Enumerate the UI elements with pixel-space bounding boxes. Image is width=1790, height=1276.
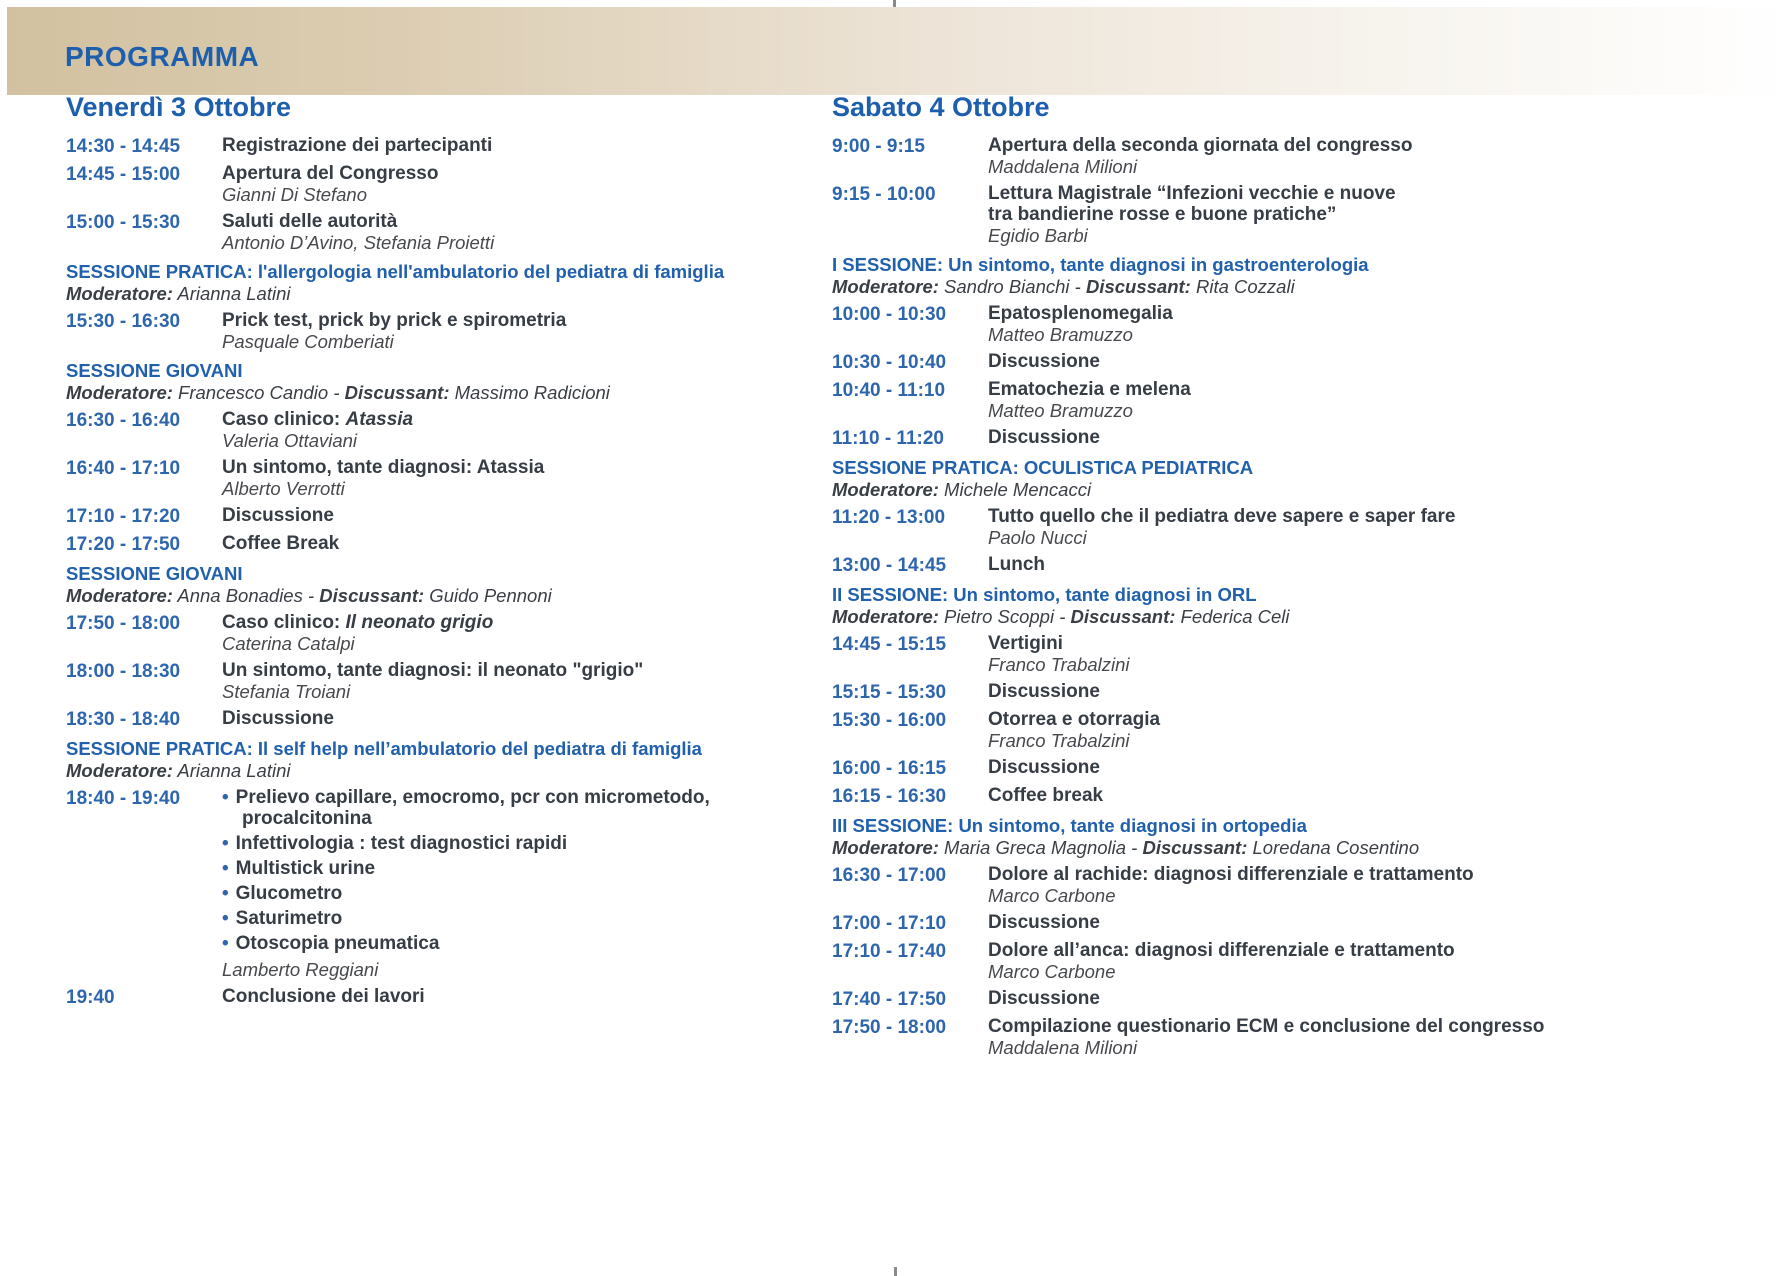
title-segment: Dolore al rachide: diagnosi differenziale e trattamento [988,864,1474,885]
title-segment: Ematochezia e melena [988,379,1191,400]
event-title [988,1016,1544,1037]
day-column-saturday [832,92,1762,1064]
event-time: 14:30 - 14:45 [66,136,181,157]
schedule-row [832,135,1762,177]
day-items [832,135,1762,1058]
speaker-name: Alberto Verrotti [222,478,345,499]
moderator-segment: Discussant: [1085,276,1191,297]
event-time: 17:10 - 17:20 [66,506,181,527]
event-title [988,757,1100,778]
session-title: SESSIONE GIOVANI [66,563,243,584]
event-title [988,785,1103,806]
event-details [988,633,1130,675]
schedule-row [832,988,1762,1010]
schedule-row [832,785,1762,807]
event-time: 9:15 - 10:00 [832,184,936,205]
event-title [988,912,1100,933]
schedule-row [66,660,814,702]
moderator-segment: Moderatore: [66,283,173,304]
event-title [988,554,1045,575]
session-title: III SESSIONE: Un sintomo, tante diagnosi in ortopedia [832,815,1307,836]
title-segment: Discussione [988,988,1100,1009]
event-time: 18:40 - 19:40 [66,788,181,809]
event-time: 11:20 - 13:00 [832,507,946,528]
title-segment: Coffee break [988,785,1104,806]
event-title [988,183,1396,204]
moderator-line [66,585,814,606]
moderator-segment: Maria Greca Magnolia - [938,837,1143,858]
session-block [66,563,814,606]
schedule-row [66,457,814,499]
event-title [222,505,334,526]
schedule-row [66,135,814,157]
event-title [988,303,1173,324]
event-time: 17:50 - 18:00 [66,613,181,634]
schedule-row [66,708,814,730]
event-details [988,757,1100,779]
schedule-row [832,427,1762,449]
event-title [222,135,492,156]
event-details [222,163,438,205]
bullet-item [222,933,757,954]
event-details [222,787,757,980]
title-segment: Coffee Break [222,533,340,554]
moderator-segment: Anna Bonadies - [172,585,320,606]
event-title [988,940,1455,961]
schedule-row [66,612,814,654]
header-band [7,7,1790,95]
moderator-segment: Moderatore: [66,382,173,403]
title-segment: Il neonato grigio [345,612,494,633]
speaker-name: Matteo Bramuzzo [988,324,1133,345]
speaker-name: Marco Carbone [988,885,1116,906]
moderator-segment: Moderatore: [832,479,939,500]
moderator-segment: Moderatore: [66,760,173,781]
moderator-segment: Rita Cozzali [1190,276,1295,297]
event-details [988,351,1100,373]
speaker-name: Antonio D’Avino, Stefania Proietti [222,232,495,253]
event-time: 15:15 - 15:30 [832,682,947,703]
moderator-segment: Discussant: [319,585,425,606]
event-time: 14:45 - 15:15 [832,634,947,655]
session-title: II SESSIONE: Un sintomo, tante diagnosi in ORL [832,584,1257,605]
moderator-line [832,606,1762,627]
title-segment: Otorrea e otorragia [988,709,1161,730]
event-time: 16:15 - 16:30 [832,786,947,807]
event-details [988,427,1100,449]
speaker-name: Stefania Troiani [222,681,351,702]
event-time: 9:00 - 9:15 [832,136,925,157]
moderator-line [832,276,1762,297]
event-time: 10:40 - 11:10 [832,380,946,401]
schedule-row [66,986,814,1008]
event-time: 16:40 - 17:10 [66,458,181,479]
bullet-icon: • [222,883,229,904]
event-details [988,940,1455,982]
title-segment: Lunch [988,554,1045,575]
moderator-segment: Arianna Latini [172,760,291,781]
event-title [988,864,1474,885]
title-segment: Un sintomo, tante diagnosi: Atassia [222,457,545,478]
title-segment: tra bandierine rosse e buone pratiche” [988,204,1337,225]
session-block [66,261,814,304]
event-title [988,633,1130,654]
title-segment: Atassia [345,409,414,430]
moderator-segment: Discussant: [1070,606,1176,627]
schedule-row [66,505,814,527]
bullet-icon: • [222,908,229,929]
speaker-name: Gianni Di Stefano [222,184,368,205]
bullet-icon: • [222,787,229,808]
event-title [988,204,1396,225]
event-time: 10:30 - 10:40 [832,352,947,373]
moderator-line [832,479,1762,500]
schedule-row [832,554,1762,576]
schedule-row [832,379,1762,421]
bullet-item [222,858,757,879]
schedule-row [832,709,1762,751]
schedule-row [832,506,1762,548]
bullet-text: Infettivologia : test diagnostici rapidi [235,833,568,854]
day-title: Sabato 4 Ottobre [832,92,1050,122]
event-details [222,612,493,654]
event-details [222,457,544,499]
event-details [222,310,566,352]
bullet-icon: • [222,858,229,879]
event-time: 16:30 - 16:40 [66,410,181,431]
moderator-segment: Sandro Bianchi - [938,276,1086,297]
event-time: 14:45 - 15:00 [66,164,181,185]
event-title [222,708,334,729]
bullet-item [222,883,757,904]
title-segment: Vertigini [988,633,1063,654]
schedule-row [832,303,1762,345]
title-segment: Registrazione dei partecipanti [222,135,493,156]
event-time: 19:40 [66,987,115,1008]
event-title [988,988,1100,1009]
schedule-row [66,533,814,555]
event-details [222,533,339,555]
session-block [832,584,1762,627]
day-column-friday [66,92,814,1014]
event-title [988,506,1455,527]
crop-mark-bottom-icon [894,1267,897,1276]
event-time: 17:10 - 17:40 [832,941,947,962]
schedule-row [832,940,1762,982]
title-segment: Discussione [988,757,1100,778]
event-title [988,379,1191,400]
moderator-segment: Discussant: [344,382,450,403]
event-details [988,135,1412,177]
session-block [832,254,1762,297]
moderator-segment: Guido Pennoni [424,585,552,606]
title-segment: Conclusione dei lavori [222,986,425,1007]
schedule-row [832,183,1762,246]
session-block [66,738,814,781]
title-segment: Discussione [988,427,1100,448]
event-title [988,351,1100,372]
bullet-item [222,833,757,854]
session-title: I SESSIONE: Un sintomo, tante diagnosi in gastroenterologia [832,254,1369,275]
event-title [988,681,1100,702]
session-title: SESSIONE PRATICA: l'allergologia nell'ambulatorio del pediatra di famiglia [66,261,725,282]
moderator-line [66,760,814,781]
day-title: Venerdì 3 Ottobre [66,92,292,122]
title-segment: Lettura Magistrale “Infezioni vecchie e nuove [988,183,1396,204]
title-segment: Dolore all’anca: diagnosi differenziale e trattamento [988,940,1455,961]
schedule-row [832,351,1762,373]
speaker-name: Egidio Barbi [988,225,1088,246]
moderator-segment: Moderatore: [832,837,939,858]
title-segment: Compilazione questionario ECM e conclusione del congresso [988,1016,1545,1037]
bullet-item [222,908,757,929]
event-title [222,986,425,1007]
moderator-line [832,837,1762,858]
event-details [222,135,492,157]
bullet-text: Glucometro [235,883,343,904]
event-time: 18:00 - 18:30 [66,661,181,682]
speaker-name: Maddalena Milioni [988,1037,1138,1058]
title-segment: Discussione [988,912,1100,933]
speaker-name: Matteo Bramuzzo [988,400,1133,421]
bullet-icon: • [222,933,229,954]
title-segment: Discussione [222,505,334,526]
schedule-row [66,310,814,352]
schedule-row [832,912,1762,934]
title-segment: Apertura del Congresso [222,163,439,184]
moderator-line [66,283,814,304]
moderator-segment: Federica Celi [1175,606,1290,627]
speaker-name: Marco Carbone [988,961,1116,982]
event-details [988,379,1191,421]
event-title [988,427,1100,448]
schedule-row [66,409,814,451]
moderator-line [66,382,814,403]
moderator-segment: Arianna Latini [172,283,291,304]
title-segment: Tutto quello che il pediatra deve sapere e saper fare [988,506,1456,527]
bullet-icon: • [222,833,229,854]
session-title: SESSIONE PRATICA: Il self help nell’ambulatorio del pediatra di famiglia [66,738,702,759]
bullet-text: Saturimetro [235,908,343,929]
event-details [988,554,1045,576]
moderator-segment: Moderatore: [832,276,939,297]
session-title: SESSIONE GIOVANI [66,360,243,381]
event-time: 15:30 - 16:00 [832,710,947,731]
event-time: 17:50 - 18:00 [832,1017,947,1038]
schedule-row [66,163,814,205]
event-title [988,709,1160,730]
event-title [222,163,438,184]
schedule-row [832,757,1762,779]
speaker-name: Lamberto Reggiani [222,959,379,980]
moderator-segment: Francesco Candio - [172,382,345,403]
event-details [988,864,1474,906]
event-details [222,660,643,702]
schedule-row [66,211,814,253]
event-title [222,660,643,681]
title-segment: Discussione [988,681,1100,702]
event-details [988,709,1160,751]
event-time: 16:00 - 16:15 [832,758,947,779]
day-items [66,135,814,1008]
event-time: 16:30 - 17:00 [832,865,947,886]
schedule-row [832,864,1762,906]
schedule-row [832,633,1762,675]
speaker-name: Caterina Catalpi [222,633,355,654]
event-time: 17:20 - 17:50 [66,534,181,555]
speaker-name: Franco Trabalzini [988,730,1130,751]
bullet-text: Prelievo capillare, emocromo, pcr con micrometodo, procalcitonina [235,787,710,829]
session-block [66,360,814,403]
title-segment: Discussione [222,708,334,729]
bullet-list [222,787,757,954]
moderator-segment: Loredana Cosentino [1247,837,1420,858]
event-details [988,506,1455,548]
event-details [222,505,334,527]
title-segment: Apertura della seconda giornata del congresso [988,135,1413,156]
event-title [222,310,566,331]
event-title [222,533,339,554]
schedule-row [832,1016,1762,1058]
event-time: 15:00 - 15:30 [66,212,181,233]
event-title [988,135,1412,156]
title-segment: Saluti delle autorità [222,211,398,232]
event-details [988,785,1103,807]
title-segment: Prick test, prick by prick e spirometria [222,310,567,331]
title-segment: Discussione [988,351,1100,372]
bullet-text: Multistick urine [235,858,376,879]
moderator-segment: Moderatore: [66,585,173,606]
event-time: 10:00 - 10:30 [832,304,947,325]
event-title [222,211,494,232]
title-segment: Epatosplenomegalia [988,303,1173,324]
speaker-name: Valeria Ottaviani [222,430,358,451]
event-details [222,409,413,451]
moderator-segment: Discussant: [1142,837,1248,858]
speaker-name: Pasquale Comberiati [222,331,394,352]
title-segment: Un sintomo, tante diagnosi: il neonato "grigio" [222,660,644,681]
event-details [988,183,1396,246]
event-details [222,211,494,253]
event-time: 11:10 - 11:20 [832,428,944,449]
speaker-name: Franco Trabalzini [988,654,1130,675]
moderator-segment: Michele Mencacci [938,479,1092,500]
event-details [222,986,425,1008]
bullet-text: Otoscopia pneumatica [235,933,440,954]
bullet-item [222,787,757,829]
moderator-segment: Pietro Scoppi - [938,606,1071,627]
moderator-segment: Moderatore: [832,606,939,627]
event-details [222,708,334,730]
moderator-segment: Massimo Radicioni [449,382,610,403]
session-block [832,815,1762,858]
event-title [222,612,493,633]
title-segment: Caso clinico: [222,612,346,633]
event-time: 17:40 - 17:50 [832,989,947,1010]
title-segment: Caso clinico: [222,409,346,430]
page-title: PROGRAMMA [65,41,260,72]
event-details [988,1016,1544,1058]
event-title [222,457,544,478]
event-time: 17:00 - 17:10 [832,913,947,934]
schedule-row [832,681,1762,703]
event-details [988,988,1100,1010]
speaker-name: Maddalena Milioni [988,156,1138,177]
event-time: 18:30 - 18:40 [66,709,181,730]
event-title [222,409,413,430]
event-details [988,303,1173,345]
schedule-row [66,787,814,980]
session-block [832,457,1762,500]
event-details [988,681,1100,703]
speaker-name: Paolo Nucci [988,527,1087,548]
event-time: 13:00 - 14:45 [832,555,947,576]
event-details [988,912,1100,934]
event-time: 15:30 - 16:30 [66,311,181,332]
session-title: SESSIONE PRATICA: OCULISTICA PEDIATRICA [832,457,1254,478]
